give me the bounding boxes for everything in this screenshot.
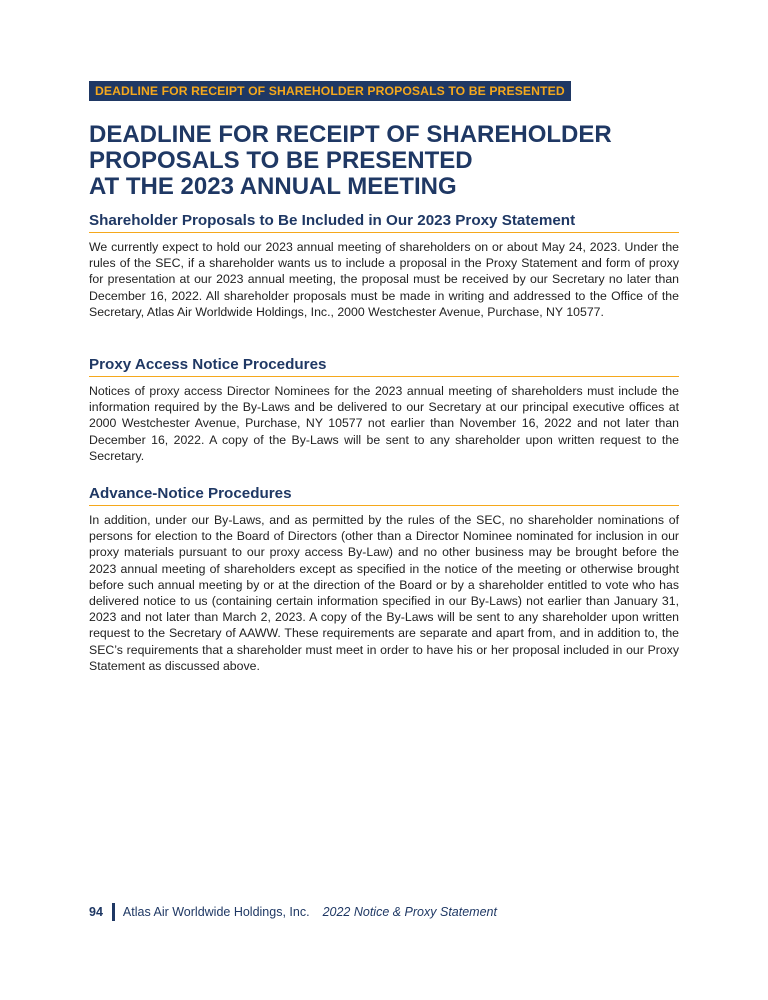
page-title-line-2: PROPOSALS TO BE PRESENTED <box>89 147 473 174</box>
section-heading-advance-notice: Advance-Notice Procedures <box>89 485 679 506</box>
footer-document-title: 2022 Notice & Proxy Statement <box>322 905 497 919</box>
section-body-shareholder-proposals: We currently expect to hold our 2023 annual meeting of shareholders on or about May 24, 2023. Under the rules of the SEC, if a shareholder wants us to include a proposal in the Proxy Statement and form of proxy for presentation at our 2023 annual meeting, the proposal must be received by our Secretary no later than December 16, 2022. All shareholder proposals must be made in writing and addressed to the Office of the Secretary, Atlas Air Worldwide Holdings, Inc., 2000 Westchester Avenue, Purchase, NY 10577. <box>89 240 679 319</box>
section-heading-proxy-access: Proxy Access Notice Procedures <box>89 356 679 377</box>
page-footer <box>89 902 497 922</box>
page-title-line-1: DEADLINE FOR RECEIPT OF SHAREHOLDER <box>89 121 612 148</box>
page-number: 94 <box>89 905 103 919</box>
page-title-line-3: AT THE 2023 ANNUAL MEETING <box>89 173 457 200</box>
section-body-proxy-access: Notices of proxy access Director Nominees for the 2023 annual meeting of shareholders must include the information required by the By-Laws and be delivered to our Secretary at our principal executive offices at 2000 Westchester Avenue, Purchase, NY 10577 not earlier than November 16, 2022 and not later than December 16, 2022. A copy of the By-Laws will be sent to any shareholder upon written request to the Secretary. <box>89 384 679 463</box>
footer-divider <box>112 903 115 921</box>
page-title <box>89 122 689 200</box>
section-tab: DEADLINE FOR RECEIPT OF SHAREHOLDER PROPOSALS TO BE PRESENTED <box>89 81 571 101</box>
section-heading-shareholder-proposals: Shareholder Proposals to Be Included in Our 2023 Proxy Statement <box>89 212 679 233</box>
section-body-advance-notice: In addition, under our By-Laws, and as permitted by the rules of the SEC, no shareholder nominations of persons for election to the Board of Directors (other than a Director Nominee nominated for inclusion in our proxy materials pursuant to our proxy access By-Law) and no other business may be brought before the 2023 annual meeting of shareholders except as specified in the notice of the meeting or otherwise brought before such annual meeting by or at the direction of the Board or by a shareholder entitled to vote who has delivered notice to us (containing certain information specified in our By-Laws) not earlier than January 31, 2023 and not later than March 2, 2023. A copy of the By-Laws will be sent to any shareholder upon written request to the Secretary of AAWW. These requirements are separate and apart from, and in addition to, the SEC’s requirements that a shareholder must meet in order to have his or her proposal included in our Proxy Statement as discussed above. <box>89 513 679 673</box>
footer-company: Atlas Air Worldwide Holdings, Inc. <box>122 905 310 919</box>
